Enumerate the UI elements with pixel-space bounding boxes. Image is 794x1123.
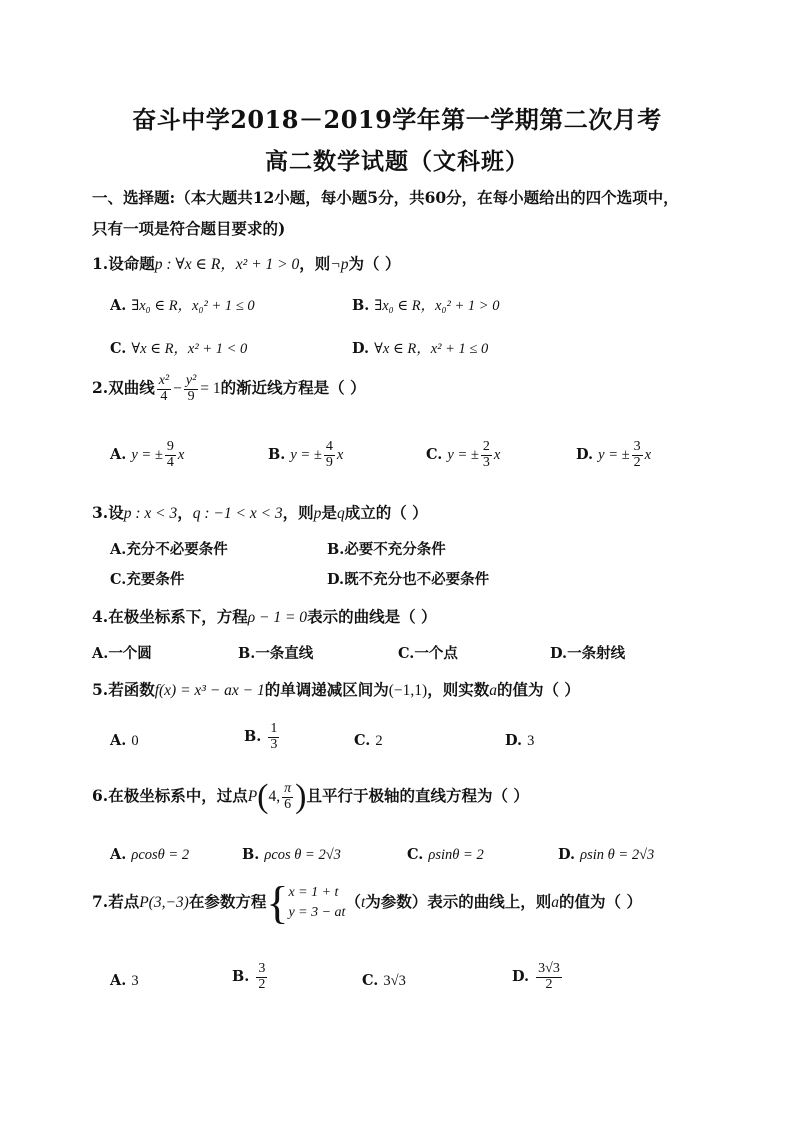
q7-option-c[interactable]: C. 3√3	[362, 972, 406, 989]
q2-option-b[interactable]: B. y = ± $\frac{4}{9}$ x	[268, 439, 344, 470]
question-text: 设	[108, 503, 124, 522]
exam-title: 奋斗中学2018－2019学年第一学期第二次月考	[132, 105, 662, 134]
q6-option-b[interactable]: B. ρcos θ = 2√3	[242, 846, 341, 863]
q5-option-a[interactable]: A. 0	[110, 732, 139, 749]
q6-option-c[interactable]: C. ρsinθ = 2	[407, 846, 484, 863]
question-text: 若点	[108, 892, 140, 911]
question-text: 双曲线	[108, 378, 155, 398]
question-text: 是	[321, 503, 337, 522]
fraction: $\frac{\pi}{6}$	[284, 780, 292, 812]
q6-option-a[interactable]: A. ρcosθ = 2	[110, 846, 190, 863]
question-7: 7.若点P(3,−3)在参数方程{ x = 1 + t y = 3 − at （t为参数）表示的曲线上，则a的值为（ ）	[92, 877, 642, 928]
question-number: 5.	[92, 680, 109, 699]
q3-option-a[interactable]: A.充分不必要条件	[110, 541, 228, 558]
fraction: $\frac{\text{x²}}{4}$	[158, 373, 170, 404]
question-number: 4.	[92, 607, 109, 626]
math-expression: p : ∀x ∈ R，x² + 1 > 0	[154, 256, 300, 273]
q7-option-d[interactable]: D. $\frac{3√3}{2}$	[512, 961, 560, 992]
question-text: ，则	[282, 503, 314, 522]
question-number: 3.	[92, 503, 109, 522]
exam-subtitle: 高二数学试题（文科班）	[265, 148, 529, 175]
fraction: $\frac{\text{y²}}{9}$	[185, 373, 197, 404]
question-text: ，则	[299, 254, 331, 273]
q4-option-a[interactable]: A.一个圆	[92, 645, 152, 662]
q2-option-a[interactable]: A. y = ± $\frac{9}{4}$ x	[110, 439, 185, 470]
question-5: 5.若函数f(x) = x³ − ax − 1的单调递减区间为(−1,1)，则实数a的值为（ ）	[92, 680, 580, 699]
math-expression: f(x) = x³ − ax − 1	[154, 682, 265, 699]
question-text: 在极坐标系下，方程	[108, 607, 248, 626]
q2-option-d[interactable]: D. y = ± $\frac{3}{2}$ x	[576, 439, 652, 470]
q1-option-b[interactable]: B. ∃x₀ ∈ R，x₀² + 1 > 0	[352, 297, 500, 314]
question-number: 1.	[92, 254, 109, 273]
question-number: 6.	[92, 786, 109, 805]
q6-option-d[interactable]: D. ρsin θ = 2√3	[558, 846, 655, 863]
section-instructions-line2: 只有一项是符合题目要求的)	[92, 219, 286, 238]
q4-option-b[interactable]: B.一条直线	[238, 645, 314, 662]
q3-option-d[interactable]: D.既不充分也不必要条件	[327, 571, 490, 588]
q1-option-d[interactable]: D. ∀x ∈ R，x² + 1 ≤ 0	[352, 340, 489, 357]
question-text: 成立的（ ）	[344, 503, 428, 522]
question-text: 的渐近线方程是（ ）	[220, 378, 366, 398]
parametric-system: x = 1 + t y = 3 − at	[288, 884, 346, 920]
math-expression: P(3,−3)	[139, 894, 189, 911]
math-expression: ¬p	[330, 256, 349, 273]
question-3: 3.设p : x < 3，q : −1 < x < 3，则p是q成立的（ ）	[92, 503, 428, 522]
q1-option-a[interactable]: A. ∃x₀ ∈ R，x₀² + 1 ≤ 0	[110, 297, 255, 314]
q1-option-c[interactable]: C. ∀x ∈ R，x² + 1 < 0	[110, 340, 248, 357]
q5-option-d[interactable]: D. 3	[505, 732, 535, 749]
question-text: 若函数	[108, 680, 155, 699]
question-1	[92, 252, 400, 274]
question-text: 设命题	[108, 254, 155, 273]
question-text: 为（ ）	[348, 254, 401, 273]
q7-option-a[interactable]: A. 3	[110, 972, 139, 989]
section-instructions-line1: 一、选择题:（本大题共12小题，每小题5分，共60分，在每小题给出的四个选项中，	[92, 188, 679, 207]
question-number: 2.	[92, 378, 109, 398]
question-text: 为参数）表示的曲线上，则	[365, 892, 552, 911]
q5-option-c[interactable]: C. 2	[354, 732, 383, 749]
question-text: 在极坐标系中，过点	[108, 786, 248, 805]
q7-option-b[interactable]: B. $\frac{3}{2}$	[232, 961, 266, 992]
question-4	[92, 605, 436, 627]
math-expression: (−1,1)	[388, 682, 428, 699]
question-text: ，则实数	[427, 680, 490, 699]
q3-option-b[interactable]: B.必要不充分条件	[327, 541, 446, 558]
question-2: 2.双曲线 $\frac{\text{x²}}{4}$ − $\frac{\text{y²}}{9}$ = 1的渐近线方程是（ ）	[92, 373, 366, 404]
math-expression: q : −1 < x < 3	[192, 505, 283, 522]
question-6: 6.在极坐标系中，过点P(4, $\frac{\pi}{6}$ )且平行于极轴的直线方程为（ ）	[92, 778, 529, 815]
q4-option-d[interactable]: D.一条射线	[550, 645, 626, 662]
q4-option-c[interactable]: C.一个点	[398, 645, 458, 662]
question-number: 7.	[92, 892, 109, 911]
q3-option-c[interactable]: C.充要条件	[110, 571, 185, 588]
question-text: 的单调递减区间为	[264, 680, 389, 699]
math-expression: ρ − 1 = 0	[247, 609, 308, 626]
question-text: 的值为（ ）	[496, 680, 580, 699]
q2-option-c[interactable]: C. y = ± $\frac{2}{3}$ x	[426, 439, 501, 470]
q5-option-b[interactable]: B. $\frac{1}{3}$	[244, 721, 278, 752]
question-text: 且平行于极轴的直线方程为（ ）	[306, 786, 529, 805]
question-text: 在参数方程	[188, 892, 267, 911]
question-text: 的值为（ ）	[559, 892, 642, 911]
question-text: 表示的曲线是（ ）	[307, 607, 437, 626]
math-expression: p : x < 3	[123, 505, 178, 522]
